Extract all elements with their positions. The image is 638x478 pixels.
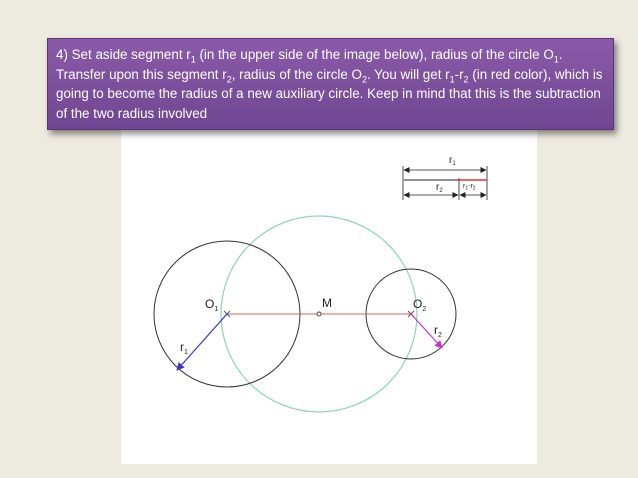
- caption-sub-5: 1: [449, 74, 455, 85]
- caption-text-6: -r: [454, 66, 464, 82]
- label-m: M: [322, 296, 332, 310]
- segment-construction: [403, 166, 487, 200]
- label-o1: $O_1$: [205, 297, 219, 313]
- midpoint-m: [317, 312, 321, 316]
- caption-text-4: , radius of the circle O: [231, 66, 362, 82]
- caption-text-1: 4) Set aside segment r: [56, 47, 191, 62]
- label-top-r1: $r_1$: [449, 155, 456, 167]
- caption-sub-3: 2: [226, 74, 232, 85]
- label-o2: $O_2$: [413, 297, 427, 313]
- label-top-r1-minus-r2: $r_1-r_2$: [463, 183, 476, 192]
- label-r1: $r_1$: [180, 340, 188, 356]
- caption-text-5: . You will get r: [366, 66, 450, 82]
- caption-sub-2: 1: [553, 54, 559, 65]
- radius-r1-arrow: [177, 314, 227, 370]
- caption-sub-4: 2: [361, 74, 367, 85]
- label-top-r2: $r_2$: [436, 182, 443, 194]
- label-r2: $r_2$: [434, 323, 442, 339]
- caption-text-7: (in red color), which is going to become the radius of a new auxiliary circle. Keep in mind that this is the subtraction of the two radius involved: [56, 66, 603, 121]
- caption-sub-1: 1: [190, 54, 196, 65]
- caption-text-3: . Transfer upon this segment r: [56, 47, 563, 82]
- caption-sub-6: 2: [463, 74, 469, 85]
- caption-text-2: (in the upper side of the image below), radius of the circle O: [195, 47, 554, 62]
